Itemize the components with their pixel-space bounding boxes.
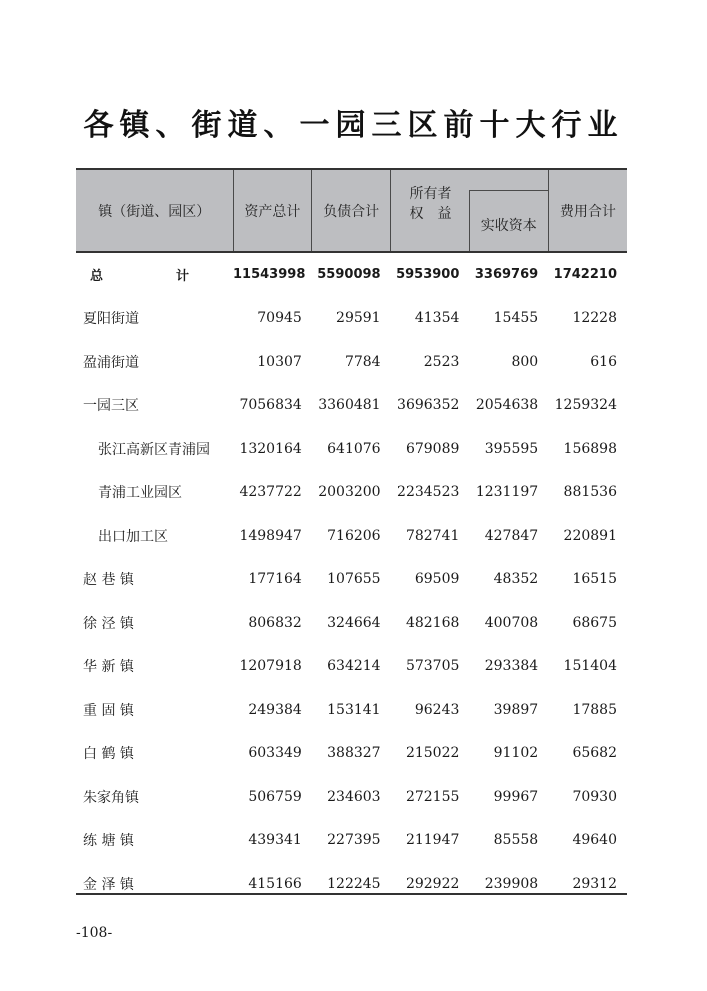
header-liabilities: 负债合计 bbox=[312, 169, 391, 252]
cell-name: 总 计 bbox=[89, 269, 219, 285]
cell-assets: 415166 bbox=[248, 875, 302, 892]
table-row bbox=[76, 514, 627, 558]
table-row bbox=[76, 601, 627, 645]
cell-liabilities: 234603 bbox=[327, 788, 381, 805]
cell-paid-in: 239908 bbox=[484, 875, 539, 892]
cell-paid-in: 48352 bbox=[493, 571, 539, 588]
cell-paid-in: 400708 bbox=[484, 614, 539, 631]
cell-name: 金 泽 镇 bbox=[83, 876, 134, 893]
table-row bbox=[76, 732, 627, 776]
cell-expenses: 616 bbox=[590, 353, 617, 370]
table-row bbox=[76, 775, 627, 819]
cell-assets: 506759 bbox=[248, 788, 302, 805]
cell-liabilities: 7784 bbox=[344, 353, 381, 370]
cell-equity: 573705 bbox=[405, 658, 460, 675]
cell-paid-in: 91102 bbox=[493, 745, 539, 762]
cell-assets: 806832 bbox=[248, 614, 302, 631]
cell-assets: 439341 bbox=[248, 832, 302, 849]
cell-expenses: 12228 bbox=[572, 310, 617, 327]
cell-name: 华 新 镇 bbox=[83, 659, 134, 676]
table-row bbox=[76, 297, 627, 341]
cell-equity: 211947 bbox=[405, 832, 460, 849]
cell-assets: 4237722 bbox=[239, 484, 302, 501]
cell-equity: 96243 bbox=[414, 701, 460, 718]
cell-liabilities: 716206 bbox=[327, 527, 381, 544]
cell-equity: 41354 bbox=[414, 310, 460, 327]
cell-expenses: 156898 bbox=[563, 440, 617, 457]
cell-equity: 69509 bbox=[414, 571, 460, 588]
cell-liabilities: 641076 bbox=[327, 440, 381, 457]
page-title: 各镇、街道、一园三区前十大行业 bbox=[83, 108, 624, 143]
cell-name: 一园三区 bbox=[83, 398, 139, 415]
cell-liabilities: 324664 bbox=[327, 614, 381, 631]
table-row bbox=[76, 471, 627, 515]
cell-equity: 215022 bbox=[405, 745, 460, 762]
cell-equity: 679089 bbox=[405, 440, 460, 457]
header-assets: 资产总计 bbox=[233, 169, 312, 252]
cell-paid-in: 39897 bbox=[493, 701, 539, 718]
cell-assets: 1498947 bbox=[239, 527, 302, 544]
cell-assets: 177164 bbox=[248, 571, 302, 588]
cell-assets: 70945 bbox=[257, 310, 302, 327]
cell-expenses: 49640 bbox=[572, 832, 617, 849]
cell-liabilities: 122245 bbox=[327, 875, 381, 892]
cell-name: 白 鹤 镇 bbox=[83, 746, 134, 763]
bottom-rule bbox=[76, 893, 627, 895]
cell-expenses: 1259324 bbox=[554, 397, 617, 414]
cell-paid-in: 1231197 bbox=[475, 484, 539, 501]
cell-equity: 272155 bbox=[405, 788, 460, 805]
cell-expenses: 151404 bbox=[563, 658, 617, 675]
table-row bbox=[76, 819, 627, 863]
cell-assets: 7056834 bbox=[239, 397, 302, 414]
cell-liabilities: 227395 bbox=[327, 832, 381, 849]
table-row bbox=[76, 340, 627, 384]
cell-paid-in: 85558 bbox=[493, 832, 539, 849]
cell-paid-in: 15455 bbox=[493, 310, 539, 327]
cell-liabilities: 153141 bbox=[327, 701, 381, 718]
cell-expenses: 881536 bbox=[563, 484, 617, 501]
cell-name: 朱家角镇 bbox=[83, 789, 139, 806]
cell-liabilities: 388327 bbox=[327, 745, 381, 762]
cell-liabilities: 634214 bbox=[327, 658, 381, 675]
table-row bbox=[76, 558, 627, 602]
cell-expenses: 16515 bbox=[572, 571, 617, 588]
cell-liabilities: 107655 bbox=[327, 571, 381, 588]
page-number: -108- bbox=[76, 925, 113, 941]
cell-name: 重 固 镇 bbox=[83, 702, 134, 719]
header-equity bbox=[391, 169, 549, 222]
cell-expenses: 29312 bbox=[572, 875, 617, 892]
cell-expenses: 70930 bbox=[572, 788, 617, 805]
header-paid-in-capital: 实收资本 bbox=[469, 191, 548, 253]
cell-assets: 10307 bbox=[257, 353, 302, 370]
cell-equity: 5953900 bbox=[396, 267, 460, 283]
cell-equity: 2523 bbox=[423, 353, 460, 370]
header-equity-line2: 权 益 bbox=[409, 206, 452, 222]
cell-paid-in: 293384 bbox=[484, 658, 539, 675]
cell-paid-in: 99967 bbox=[493, 788, 539, 805]
cell-liabilities: 2003200 bbox=[318, 484, 381, 501]
cell-equity: 3696352 bbox=[397, 397, 460, 414]
cell-assets: 1320164 bbox=[239, 440, 302, 457]
cell-name: 练 塘 镇 bbox=[83, 833, 134, 850]
table-row bbox=[76, 688, 627, 732]
cell-expenses: 65682 bbox=[572, 745, 617, 762]
industry-table bbox=[76, 168, 627, 906]
table-row bbox=[76, 384, 627, 428]
cell-liabilities: 3360481 bbox=[318, 397, 381, 414]
cell-equity: 482168 bbox=[405, 614, 460, 631]
cell-name: 出口加工区 bbox=[98, 528, 168, 545]
cell-assets: 11543998 bbox=[233, 267, 306, 283]
cell-name: 青浦工业园区 bbox=[98, 485, 182, 502]
cell-paid-in: 800 bbox=[511, 353, 539, 370]
table-row bbox=[76, 427, 627, 471]
cell-paid-in: 3369769 bbox=[474, 267, 539, 283]
cell-paid-in: 2054638 bbox=[475, 397, 539, 414]
header-name: 镇（街道、园区） bbox=[98, 203, 211, 220]
total-row bbox=[76, 252, 627, 297]
cell-assets: 603349 bbox=[248, 745, 302, 762]
cell-name: 夏阳街道 bbox=[83, 311, 139, 328]
header-expenses: 费用合计 bbox=[548, 169, 627, 252]
cell-equity: 292922 bbox=[405, 875, 460, 892]
table-row bbox=[76, 862, 627, 906]
header-equity-line1: 所有者 bbox=[409, 186, 452, 202]
cell-liabilities: 5590098 bbox=[317, 267, 381, 283]
table-row bbox=[76, 645, 627, 689]
cell-paid-in: 427847 bbox=[484, 527, 539, 544]
cell-equity: 782741 bbox=[405, 527, 460, 544]
cell-expenses: 17885 bbox=[572, 701, 617, 718]
cell-paid-in: 395595 bbox=[484, 440, 539, 457]
cell-expenses: 220891 bbox=[563, 527, 617, 544]
cell-expenses: 1742210 bbox=[553, 267, 617, 283]
cell-name: 徐 泾 镇 bbox=[83, 615, 134, 632]
cell-name: 赵 巷 镇 bbox=[83, 572, 134, 589]
cell-name: 盈浦街道 bbox=[83, 354, 139, 371]
cell-liabilities: 29591 bbox=[336, 310, 381, 327]
cell-name: 张江高新区青浦园 bbox=[98, 441, 210, 458]
cell-assets: 249384 bbox=[248, 701, 302, 718]
cell-expenses: 68675 bbox=[572, 614, 617, 631]
cell-equity: 2234523 bbox=[397, 484, 460, 501]
cell-assets: 1207918 bbox=[239, 658, 302, 675]
